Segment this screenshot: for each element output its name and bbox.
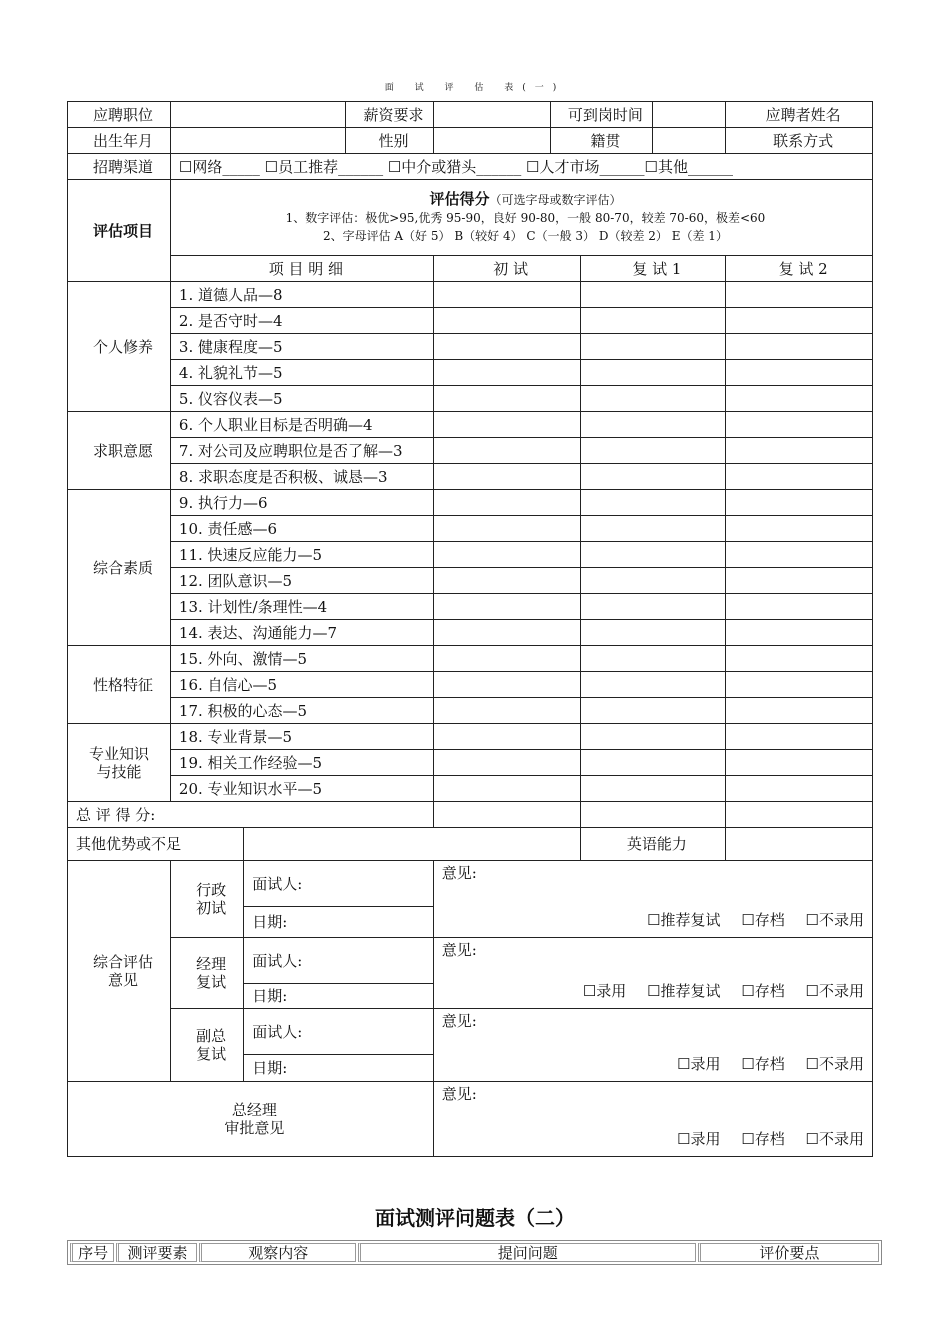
gm-approval-label [68,1082,434,1157]
score-cell-first[interactable] [433,698,580,724]
score-cell-second-1[interactable] [580,282,726,308]
origin-field[interactable] [652,128,725,154]
stage-admin-first [170,861,243,938]
header-questions: 提问问题 [358,1243,696,1262]
salary-field[interactable] [433,102,550,128]
score-cell-first[interactable] [433,724,580,750]
score-cell-second-2[interactable] [726,308,873,334]
gender-field[interactable] [433,128,550,154]
opinion-label: 意见: [441,1012,477,1030]
summary-label-line1: 综合评估 [92,953,153,971]
score-cell-second-2[interactable] [726,620,873,646]
availability-label: 可到岗时间 [550,102,652,128]
summary-label-line2: 意见 [107,971,138,989]
opinion-cell[interactable] [433,938,872,1009]
item-label: 12. 团队意识—5 [170,568,433,594]
item-label: 10. 责任感—6 [170,516,433,542]
stage-vp-retest [170,1009,243,1082]
date-field[interactable]: 日期: [244,1055,434,1082]
score-instructions [170,180,872,256]
score-cell-first[interactable] [433,490,580,516]
table-row [68,776,873,802]
checkbox-reject[interactable]: ☐不录用 [805,911,864,929]
opinion-label: 意见: [441,941,477,959]
position-label: 应聘职位 [68,102,171,128]
score-cell-second-1[interactable] [580,594,726,620]
origin-label: 籍贯 [550,128,652,154]
item-label: 15. 外向、激情—5 [170,646,433,672]
score-cell-first[interactable] [433,386,580,412]
table-row [68,568,873,594]
score-cell-first[interactable] [433,516,580,542]
score-cell-second-1[interactable] [580,464,726,490]
salary-label: 薪资要求 [346,102,434,128]
birth-field[interactable] [170,128,345,154]
score-cell-second-1[interactable] [580,542,726,568]
item-label: 13. 计划性/条理性—4 [170,594,433,620]
score-cell-first[interactable] [433,334,580,360]
score-cell-second-2[interactable] [726,282,873,308]
table-row [68,672,873,698]
form1-small-title: 面 试 评 估 表(一) [384,83,566,93]
table-row [68,698,873,724]
item-label: 17. 积极的心态—5 [170,698,433,724]
score-cell-second-2[interactable] [726,646,873,672]
score-cell-second-1[interactable] [580,334,726,360]
score-cell-second-1[interactable] [580,438,726,464]
checkbox-reject[interactable]: ☐不录用 [805,1055,864,1073]
score-cell-second-1[interactable] [580,776,726,802]
interviewer-field[interactable]: 面试人: [244,938,434,984]
item-label: 9. 执行力—6 [170,490,433,516]
opinion-label: 意见: [441,864,477,882]
col-header-second-interview-1: 复 试 1 [580,256,726,282]
score-cell-second-2[interactable] [726,542,873,568]
table-row [68,334,873,360]
item-label: 8. 求职态度是否积极、诚恳—3 [170,464,433,490]
score-title-note: （可选字母或数字评估） [489,193,622,207]
score-rule-letter: 2、字母评估 A（好 5） B（较好 4） C（一般 3） D（较差 2） E（差 1） [322,229,728,243]
english-field[interactable] [726,828,873,861]
table-row [68,938,873,984]
table-row [68,256,873,282]
total-score-first[interactable] [433,802,580,828]
score-rule-numeric: 1、数字评估：极优>95,优秀 95-90，良好 90-80，一般 80-70，较差 70-60，极差<60 [285,211,766,225]
score-cell-first[interactable] [433,542,580,568]
stage-label-line2: 复试 [196,1045,227,1063]
group-personality: 性格特征 [68,646,171,724]
item-label: 18. 专业背景—5 [170,724,433,750]
table-row [68,180,873,256]
gm-label-line2: 审批意见 [224,1119,285,1137]
table-row [68,646,873,672]
form2-title: 面试测评问题表（二） [375,1206,575,1230]
interview-question-table [67,1240,882,1265]
col-header-first-interview: 初 试 [433,256,580,282]
score-cell-second-2[interactable] [726,334,873,360]
table-row [68,438,873,464]
checkbox-hire[interactable]: ☐录用 [677,1055,721,1073]
checkbox-reject[interactable]: ☐不录用 [805,982,864,1000]
interviewer-field[interactable]: 面试人: [244,861,434,907]
candidate-name-label: 应聘者姓名 [726,102,873,128]
table-row [68,128,873,154]
stage-label-line2: 复试 [196,973,227,991]
table-row [68,464,873,490]
header-observation: 观察内容 [199,1243,356,1262]
table-row [68,412,873,438]
table-row [68,828,873,861]
score-cell-second-1[interactable] [580,308,726,334]
table-row [68,360,873,386]
score-cell-second-1[interactable] [580,698,726,724]
opinion-cell[interactable] [433,1009,872,1082]
checkbox-hire[interactable]: ☐录用 [582,982,627,1000]
score-cell-first[interactable] [433,672,580,698]
contact-label: 联系方式 [726,128,873,154]
checkbox-archive[interactable]: ☐存档 [741,911,785,929]
score-cell-second-2[interactable] [726,464,873,490]
channel-label: 招聘渠道 [68,154,171,180]
score-cell-second-2[interactable] [726,568,873,594]
item-label: 6. 个人职业目标是否明确—4 [170,412,433,438]
score-cell-second-2[interactable] [726,724,873,750]
checkbox-archive[interactable]: ☐存档 [741,1055,785,1073]
table-row [68,490,873,516]
interview-assessment-table [67,101,873,1157]
opinion-options [661,1130,864,1148]
checkbox-hire[interactable]: ☐录用 [677,1130,721,1148]
score-cell-second-1[interactable] [580,620,726,646]
opinion-cell[interactable] [433,861,872,938]
table-row [68,154,873,180]
item-label: 3. 健康程度—5 [170,334,433,360]
header-element: 测评要素 [116,1243,197,1262]
item-label: 2. 是否守时—4 [170,308,433,334]
score-cell-second-1[interactable] [580,646,726,672]
score-cell-second-2[interactable] [726,750,873,776]
score-cell-second-1[interactable] [580,750,726,776]
summary-label [68,861,171,1082]
score-cell-first[interactable] [433,308,580,334]
table-header-row [70,1243,879,1262]
opinion-options [661,1055,864,1073]
item-label: 16. 自信心—5 [170,672,433,698]
score-title: 评估得分 [429,190,490,208]
item-label: 5. 仪容仪表—5 [170,386,433,412]
gender-label: 性别 [346,128,434,154]
score-cell-second-2[interactable] [726,698,873,724]
item-label: 14. 表达、沟通能力—7 [170,620,433,646]
opinion-options [567,982,864,1000]
score-cell-second-1[interactable] [580,568,726,594]
score-cell-second-1[interactable] [580,386,726,412]
total-score-second-2[interactable] [726,802,873,828]
item-label: 1. 道德人品—8 [170,282,433,308]
total-score-label: 总 评 得 分: [68,802,434,828]
item-label: 11. 快速反应能力—5 [170,542,433,568]
opinion-options [631,911,864,929]
eval-items-label: 评估项目 [68,180,171,282]
score-cell-first[interactable] [433,282,580,308]
checkbox-recommend-retest[interactable]: ☐推荐复试 [647,911,721,929]
table-row [68,282,873,308]
table-row [68,750,873,776]
table-row [68,516,873,542]
score-cell-second-2[interactable] [726,490,873,516]
date-field[interactable]: 日期: [244,907,434,938]
availability-field[interactable] [652,102,725,128]
birth-label: 出生年月 [68,128,171,154]
stage-label-line2: 初试 [196,899,227,917]
score-cell-second-2[interactable] [726,776,873,802]
score-cell-second-2[interactable] [726,672,873,698]
group-professional-skills: 专业知识与技能 [68,724,171,802]
table-row [68,1082,873,1157]
score-cell-second-2[interactable] [726,412,873,438]
gm-label-line1: 总经理 [231,1101,277,1119]
checkbox-recommend-retest[interactable]: ☐推荐复试 [647,982,721,1000]
item-label: 20. 专业知识水平—5 [170,776,433,802]
other-strengths-field[interactable] [244,828,580,861]
score-cell-second-1[interactable] [580,516,726,542]
score-cell-second-2[interactable] [726,360,873,386]
opinion-label: 意见: [441,1085,477,1103]
table-row [68,802,873,828]
table-row [68,861,873,907]
score-cell-first[interactable] [433,646,580,672]
group-job-intention: 求职意愿 [68,412,171,490]
item-label: 4. 礼貌礼节—5 [170,360,433,386]
score-cell-first[interactable] [433,464,580,490]
score-cell-second-2[interactable] [726,438,873,464]
score-cell-second-2[interactable] [726,594,873,620]
score-cell-first[interactable] [433,568,580,594]
table-row [68,542,873,568]
header-seq: 序号 [70,1243,114,1262]
table-row [68,386,873,412]
score-cell-second-2[interactable] [726,386,873,412]
stage-label-line1: 副总 [196,1027,227,1045]
score-cell-second-1[interactable] [580,490,726,516]
table-row [68,724,873,750]
score-cell-second-1[interactable] [580,724,726,750]
score-cell-first[interactable] [433,360,580,386]
stage-label-line1: 行政 [196,881,227,899]
group-personal-cultivation: 个人修养 [68,282,171,412]
stage-manager-retest [170,938,243,1009]
score-cell-first[interactable] [433,412,580,438]
header-key-points: 评价要点 [698,1243,879,1262]
table-row [68,620,873,646]
item-label: 7. 对公司及应聘职位是否了解—3 [170,438,433,464]
total-score-second-1[interactable] [580,802,726,828]
gm-opinion-cell[interactable] [433,1082,872,1157]
other-strengths-label: 其他优势或不足 [68,828,244,861]
checkbox-reject[interactable]: ☐不录用 [805,1130,864,1148]
english-label: 英语能力 [580,828,726,861]
item-label: 19. 相关工作经验—5 [170,750,433,776]
stage-label-line1: 经理 [196,955,227,973]
group-overall-quality: 综合素质 [68,490,171,646]
score-cell-second-1[interactable] [580,360,726,386]
interviewer-field[interactable]: 面试人: [244,1009,434,1055]
date-field[interactable]: 日期: [244,984,434,1009]
col-header-items: 项 目 明 细 [170,256,433,282]
score-cell-first[interactable] [433,620,580,646]
score-cell-first[interactable] [433,438,580,464]
score-cell-first[interactable] [433,750,580,776]
score-cell-second-1[interactable] [580,672,726,698]
score-cell-first[interactable] [433,776,580,802]
table-row [68,308,873,334]
table-row [68,102,873,128]
checkbox-archive[interactable]: ☐存档 [741,982,785,1000]
checkbox-archive[interactable]: ☐存档 [741,1130,785,1148]
table-row [68,594,873,620]
score-cell-first[interactable] [433,594,580,620]
position-field[interactable] [170,102,345,128]
score-cell-second-2[interactable] [726,516,873,542]
score-cell-second-1[interactable] [580,412,726,438]
table-row [68,1009,873,1055]
col-header-second-interview-2: 复 试 2 [726,256,873,282]
channel-options[interactable]: ☐网络_____ ☐员工推荐______ ☐中介或猎头______ ☐人才市场______☐其他______ [170,154,872,180]
